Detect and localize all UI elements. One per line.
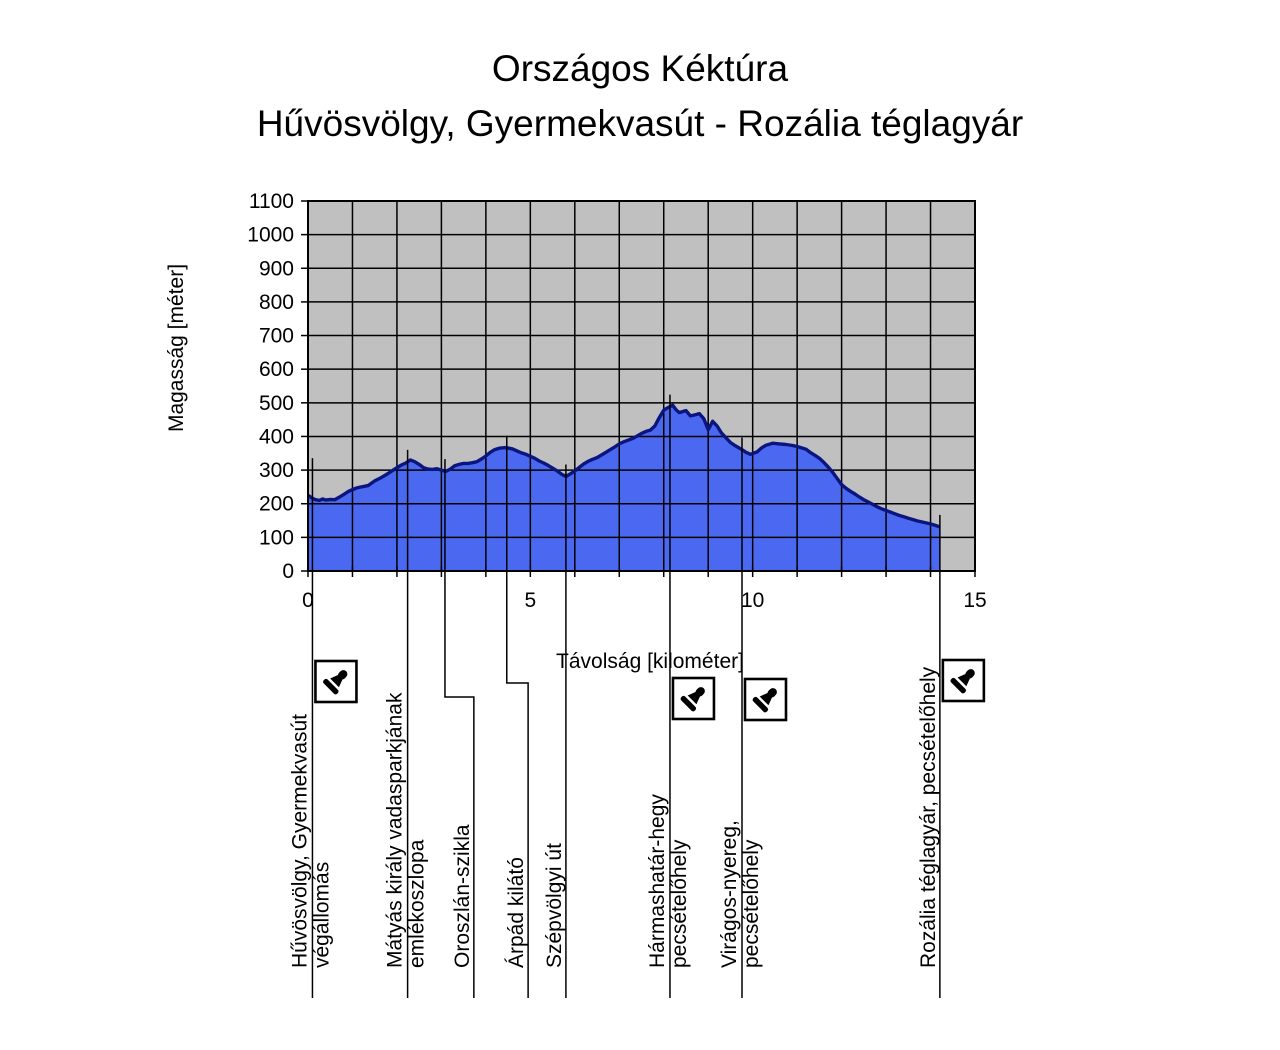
waypoint — [916, 515, 987, 998]
waypoint-label-line2: pecsételőhely — [739, 839, 763, 968]
stamp-icon — [673, 678, 714, 719]
waypoint-label-line2: végállomás — [310, 861, 334, 968]
waypoint-label-line1: Hármashatár-hegy — [645, 794, 669, 968]
x-tick-label: 15 — [963, 589, 987, 612]
x-tick-label: 0 — [302, 589, 314, 612]
stamp-icon — [745, 679, 786, 720]
y-tick-label: 200 — [258, 492, 294, 516]
waypoint-label: Oroszlán-szikla — [450, 824, 474, 968]
y-tick-label: 900 — [258, 257, 294, 281]
x-axis-title: Távolság [kilométer] — [556, 650, 744, 673]
stamp-icon — [943, 660, 984, 701]
waypoint-label: Rozália téglagyár, pecsételőhely — [916, 666, 940, 968]
chart-title: Országos Kéktúra — [491, 48, 789, 89]
y-axis-title: Magasság [méter] — [165, 263, 188, 433]
waypoint-label-line2: emlékoszlopa — [405, 839, 429, 968]
waypoint-label-line1: Virágos-nyereg, — [717, 820, 741, 968]
y-tick-label: 800 — [258, 290, 294, 314]
x-axis-tick-labels — [302, 589, 987, 612]
y-tick-label: 500 — [258, 391, 294, 415]
y-tick-label: 700 — [258, 324, 294, 348]
y-tick-label: 300 — [258, 459, 294, 483]
y-tick-label: 0 — [282, 560, 294, 583]
y-tick-label: 1000 — [247, 223, 294, 247]
waypoint-label-line2: pecsételőhely — [667, 839, 691, 968]
waypoint-label-line1: Mátyás király vadasparkjának — [383, 692, 407, 968]
y-axis-tick-labels — [247, 190, 294, 583]
waypoint-label: Szépvölgyi út — [542, 843, 566, 968]
chart-subtitle: Hűvösvölgy, Gyermekvasút - Rozália téglagyár — [256, 103, 1024, 144]
y-tick-label: 1100 — [248, 190, 294, 213]
x-tick-label: 10 — [740, 589, 765, 612]
waypoint-label-line1: Hűvösvölgy, Gyermekvasút — [288, 713, 312, 968]
y-tick-label: 100 — [258, 526, 294, 550]
x-tick-label: 5 — [524, 589, 537, 612]
y-tick-label: 600 — [258, 358, 294, 382]
y-tick-label: 400 — [258, 425, 294, 449]
stamp-icon — [315, 661, 356, 702]
waypoint-label: Árpád kilátó — [505, 857, 529, 968]
